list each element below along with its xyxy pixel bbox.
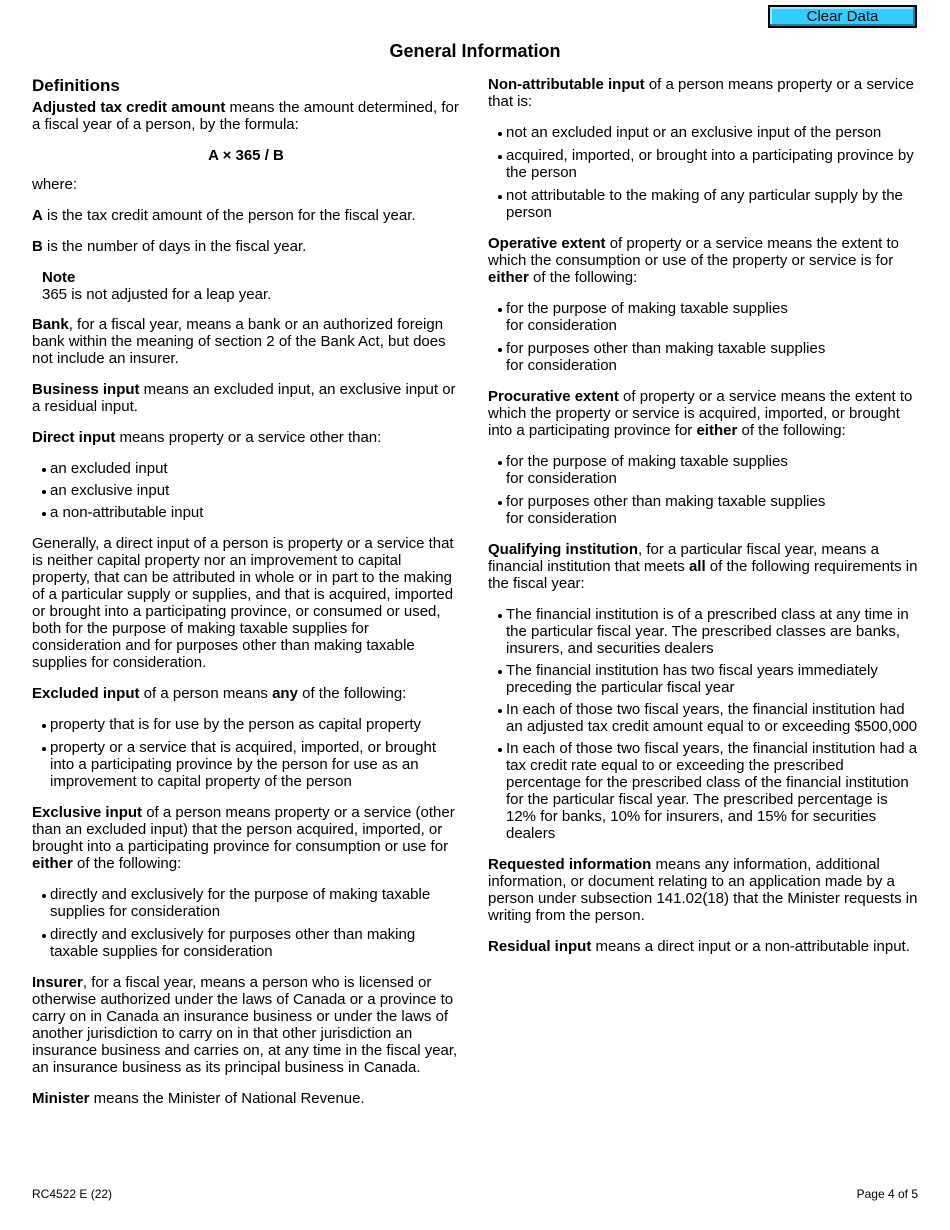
definition-business-input xyxy=(32,381,460,415)
term: Bank xyxy=(32,316,69,333)
definition-insurer xyxy=(32,974,460,1076)
definition-text: of the following: xyxy=(737,422,846,439)
page-title: General Information xyxy=(389,41,561,61)
list-item: In each of those two fiscal years, the financial institution had a tax credit rate equal to or exceeding the prescribed percentage for the prescribed class of the financial institution for the particular fiscal year. The prescribed percentage is 12% for banks, 10% for insurers, and 15% for securities dealers xyxy=(488,740,918,842)
term: Non-attributable input xyxy=(488,76,645,93)
definition-text: , for a fiscal year, means a bank or an authorized foreign bank within the meaning of section 2 of the Bank Act, but does not include an insurer. xyxy=(32,316,446,367)
term: Adjusted tax credit amount xyxy=(32,99,226,116)
note xyxy=(42,269,460,303)
term: Residual input xyxy=(488,938,592,955)
definitions-heading: Definitions xyxy=(32,76,120,95)
list-item: acquired, imported, or brought into a participating province by the person xyxy=(488,147,918,181)
form-identifier: RC4522 E (22) xyxy=(32,1187,113,1201)
list-item: for purposes other than making taxable supplies for consideration xyxy=(488,493,918,527)
emphasis: all xyxy=(688,558,706,575)
definition-text: means the Minister of National Revenue. xyxy=(89,1090,365,1107)
note-text: 365 is not adjusted for a leap year. xyxy=(42,286,272,303)
left-column xyxy=(32,76,460,1121)
emphasis: either xyxy=(488,269,529,286)
list-item: In each of those two fiscal years, the financial institution had an adjusted tax credit amount equal to or exceeding $500,000 xyxy=(488,701,918,735)
definition-text: of a person means property or a service that is: xyxy=(488,76,914,110)
definition-non-attributable-input xyxy=(488,76,918,110)
definition-text: , for a particular fiscal year, means a financial institution that meets xyxy=(488,541,879,575)
excluded-input-list xyxy=(32,716,460,790)
definition-direct-input xyxy=(32,429,460,446)
definition-text: means property or a service other than: xyxy=(115,429,382,446)
definition-requested-information xyxy=(488,856,918,924)
definition-text: means a direct input or a non-attributable input. xyxy=(591,938,910,955)
list-item: not attributable to the making of any particular supply by the person xyxy=(488,187,918,221)
list-item: an exclusive input xyxy=(32,482,460,499)
term: Insurer xyxy=(32,974,83,991)
operative-extent-list xyxy=(488,300,918,374)
direct-input-paragraph: Generally, a direct input of a person is property or a service that is neither capital property nor an improvement to capital property, that can be attributed in whole or in part to the making of a particular supply or supplies, and that is acquired, imported or brought into a participating province, or consumed or used, both for the purpose of making taxable supplies for consideration and for purposes other than making taxable supplies for consideration. xyxy=(32,535,454,671)
list-item: directly and exclusively for the purpose of making taxable supplies for consideration xyxy=(32,886,460,920)
term: Operative extent xyxy=(488,235,606,252)
definition-qualifying-institution xyxy=(488,541,918,592)
list-item: The financial institution has two fiscal years immediately preceding the particular fiscal year xyxy=(488,662,918,696)
right-column xyxy=(488,76,918,969)
definition-text: of the following: xyxy=(528,269,638,286)
emphasis: any xyxy=(272,685,298,702)
term: B xyxy=(32,238,43,255)
term: Exclusive input xyxy=(32,804,143,821)
definition-text: is the number of days in the fiscal year. xyxy=(42,238,307,255)
definition-excluded-input xyxy=(32,685,460,702)
variable-b xyxy=(32,238,460,255)
definition-text: of the following requirements in the fiscal year: xyxy=(488,558,918,592)
list-item: property or a service that is acquired, imported, or brought into a participating province by the person for use as an improvement to capital property of the person xyxy=(32,739,460,790)
list-item: directly and exclusively for purposes other than making taxable supplies for consideration xyxy=(32,926,460,960)
term: Direct input xyxy=(32,429,116,446)
definition-text: of a person means property or a service (other than an excluded input) that the person acquired, imported, or brought into a participating province for consumption or use for xyxy=(32,804,455,855)
definition-text: of property or a service means the extent to which the consumption or use of the property or service is for xyxy=(488,235,900,269)
term: Excluded input xyxy=(32,685,140,702)
emphasis: either xyxy=(696,422,738,439)
term: Procurative extent xyxy=(488,388,619,405)
term: Qualifying institution xyxy=(488,541,638,558)
term: A xyxy=(32,207,43,224)
definition-text: means an excluded input, an exclusive input or a residual input. xyxy=(32,381,456,415)
definition-text: of the following: xyxy=(297,685,407,702)
definition-text: of the following: xyxy=(72,855,182,872)
non-attributable-list xyxy=(488,124,918,221)
definition-exclusive-input xyxy=(32,804,460,872)
emphasis: either xyxy=(32,855,73,872)
definition-text: means the amount determined, for a fiscal year of a person, by the formula: xyxy=(32,99,459,133)
definition-text: is the tax credit amount of the person for the fiscal year. xyxy=(42,207,416,224)
definition-bank xyxy=(32,316,460,367)
definition-operative-extent xyxy=(488,235,918,286)
direct-input-list xyxy=(32,460,460,521)
definition-text: means any information, additional information, or document relating to an application made by a person under subsection 141.02(18) that the Minister requests in writing from the person. xyxy=(488,856,918,924)
list-item: not an excluded input or an exclusive input of the person xyxy=(488,124,918,141)
note-title: Note xyxy=(42,269,76,286)
qualifying-institution-list xyxy=(488,606,918,842)
list-item: for the purpose of making taxable supplies for consideration xyxy=(488,300,918,334)
term: Business input xyxy=(32,381,140,398)
list-item: a non-attributable input xyxy=(32,504,460,521)
variable-a xyxy=(32,207,460,224)
list-item: for purposes other than making taxable supplies for consideration xyxy=(488,340,918,374)
clear-data-button[interactable]: Clear Data xyxy=(768,5,917,28)
definition-minister xyxy=(32,1090,460,1107)
definition-text: , for a fiscal year, means a person who is licensed or otherwise authorized under the laws of Canada or a province to carry on in Canada an insurance business or under the laws of another jurisdiction to carry on in that other jurisdiction an insurance business and carries on, at any time in the fiscal year, an insurance business as its principal business in Canada. xyxy=(32,974,458,1076)
definition-text: of property or a service means the extent to which the property or service is acquired, imported, or brought into a participating province for xyxy=(488,388,913,439)
page-number: Page 4 of 5 xyxy=(856,1187,918,1201)
list-item: for the purpose of making taxable supplies for consideration xyxy=(488,453,918,487)
list-item: The financial institution is of a prescribed class at any time in the particular fiscal year. The prescribed classes are banks, insurers, and securities dealers xyxy=(488,606,918,657)
list-item: property that is for use by the person as capital property xyxy=(32,716,460,733)
formula: A × 365 / B xyxy=(208,147,284,164)
definition-adjusted-tax-credit-amount xyxy=(32,99,460,133)
definition-residual-input xyxy=(488,938,918,955)
procurative-extent-list xyxy=(488,453,918,527)
term: Minister xyxy=(32,1090,90,1107)
exclusive-input-list xyxy=(32,886,460,960)
definition-procurative-extent xyxy=(488,388,918,439)
definition-text: of a person means xyxy=(139,685,273,702)
term: Requested information xyxy=(488,856,652,873)
list-item: an excluded input xyxy=(32,460,460,477)
where-label: where: xyxy=(32,176,78,193)
